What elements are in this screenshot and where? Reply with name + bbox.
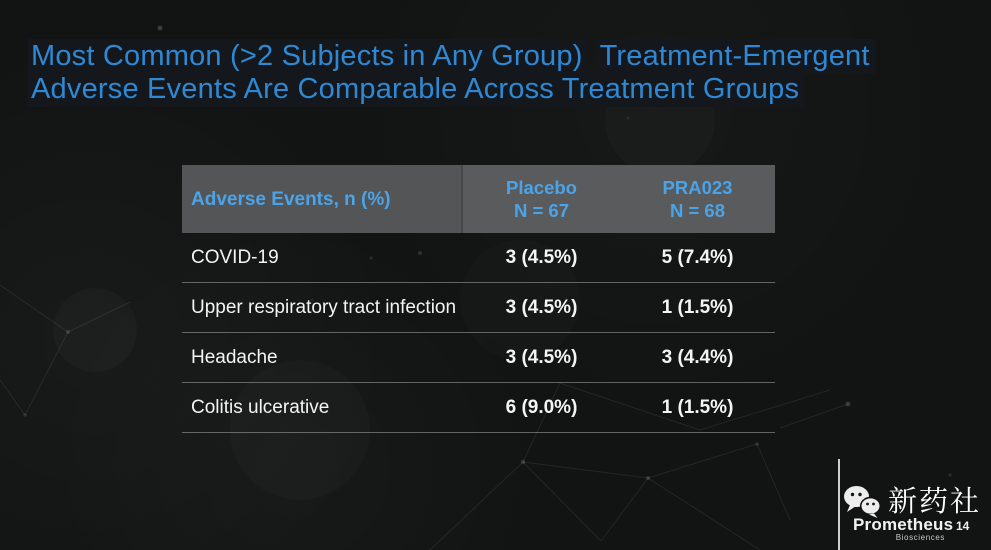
header-placebo-name: Placebo bbox=[506, 177, 577, 198]
pra023-value: 1 (1.5%) bbox=[661, 296, 734, 318]
prometheus-subtext: Biosciences bbox=[895, 533, 945, 542]
table-row bbox=[182, 383, 775, 433]
table-row bbox=[182, 283, 775, 333]
slide-title bbox=[28, 40, 875, 106]
placebo-value: 3 (4.5%) bbox=[505, 246, 578, 268]
header-placebo-n: N = 67 bbox=[513, 200, 570, 221]
page-number: 14 bbox=[956, 519, 970, 533]
header-pra023-n: N = 68 bbox=[669, 200, 726, 221]
title-line1-segment2: Treatment-Emergent bbox=[597, 39, 875, 74]
prometheus-name: Prometheus bbox=[853, 515, 954, 534]
title-line1-segment1: Most Common (>2 Subjects in Any Group) bbox=[28, 39, 588, 74]
table-row bbox=[182, 333, 775, 383]
pra023-value: 5 (7.4%) bbox=[661, 246, 734, 268]
adverse-event-name: COVID-19 bbox=[191, 246, 279, 268]
adverse-event-name: Colitis ulcerative bbox=[191, 396, 330, 418]
placebo-value: 3 (4.5%) bbox=[505, 346, 578, 368]
prometheus-logo bbox=[853, 515, 954, 542]
header-pra023-name: PRA023 bbox=[662, 177, 733, 198]
adverse-event-name: Upper respiratory tract infection bbox=[191, 296, 457, 318]
placebo-value: 6 (9.0%) bbox=[505, 396, 578, 418]
header-pra023 bbox=[620, 165, 775, 233]
header-placebo bbox=[463, 165, 620, 233]
adverse-events-table bbox=[182, 165, 775, 433]
pra023-value: 1 (1.5%) bbox=[661, 396, 734, 418]
table-header-row bbox=[182, 165, 775, 233]
adverse-event-name: Headache bbox=[191, 346, 278, 368]
watermark-divider bbox=[838, 459, 840, 550]
title-line2: Adverse Events Are Comparable Across Treatment Groups bbox=[28, 72, 804, 107]
pra023-value: 3 (4.4%) bbox=[661, 346, 734, 368]
table-row bbox=[182, 233, 775, 283]
placebo-value: 3 (4.5%) bbox=[505, 296, 578, 318]
header-adverse-events: Adverse Events, n (%) bbox=[182, 165, 463, 233]
watermark-text: 新药社 bbox=[888, 486, 982, 518]
